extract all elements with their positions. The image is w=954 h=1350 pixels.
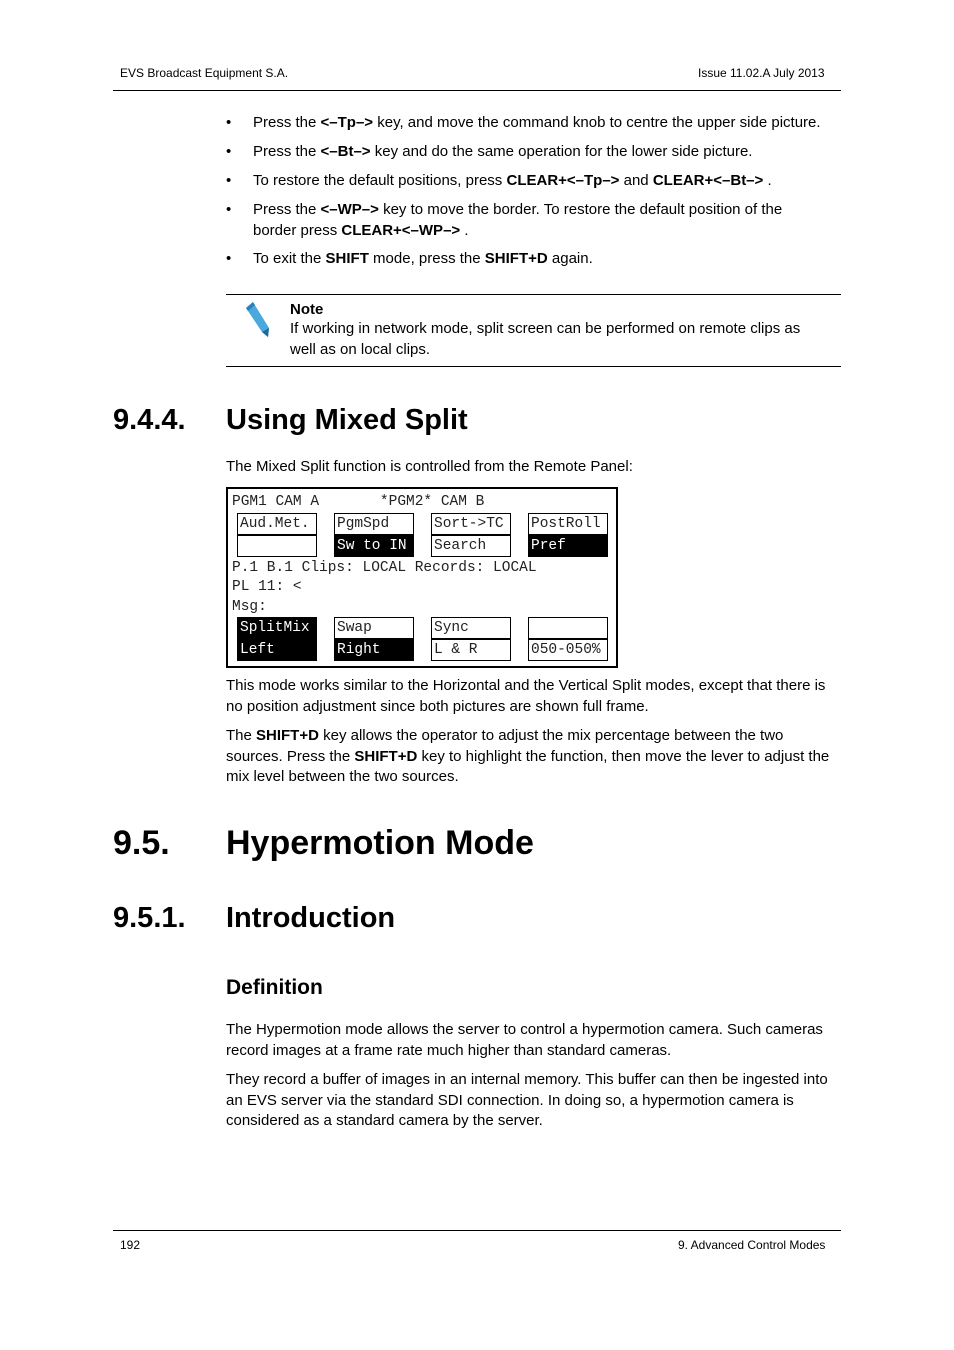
footer-page-number: 192 — [120, 1238, 141, 1252]
panel-key-aud-met: Aud.Met. — [237, 513, 317, 535]
note-bottom-rule — [226, 366, 841, 367]
panel-key-sort-tc: Sort->TC — [431, 513, 511, 535]
bullet-text: To restore the default positions, press CLEAR+<–Tp–> and CLEAR+<–Bt–> . — [253, 172, 772, 189]
section-para: The SHIFT+D key allows the operator to adjust the mix percentage between the two sources. Press the SHIFT+D key to highlight the function, then move the lever to adjust the mix level between the two sources. — [226, 727, 830, 785]
section-title: Introduction — [226, 902, 396, 934]
bullet-text: Press the <–Bt–> key and do the same operation for the lower side picture. — [253, 143, 753, 160]
section-title: Hypermotion Mode — [226, 824, 534, 862]
panel-key-right: Right — [334, 639, 414, 661]
pencil-icon — [244, 300, 274, 340]
header-company: EVS Broadcast Equipment S.A. — [120, 66, 289, 80]
panel-key-l-and-r: L & R — [431, 639, 511, 661]
bullet-text: Press the <–Tp–> key, and move the command knob to centre the upper side picture. — [253, 114, 821, 131]
note-title: Note — [290, 301, 324, 318]
bullet-dot: • — [226, 250, 232, 267]
panel-key-pref: Pref — [528, 535, 608, 557]
panel-line-pgm: PGM1 CAM A *PGM2* CAM B — [232, 494, 485, 510]
panel-key-pgmspd: PgmSpd — [334, 513, 414, 535]
header-issue: Issue 11.02.A July 2013 — [698, 66, 825, 80]
bullet-text: Press the <–WP–> key to move the border. To restore the default position of the border press CLEAR+<–WP–> . — [253, 201, 783, 239]
panel-key-postroll: PostRoll — [528, 513, 608, 535]
subsection-title: Definition — [226, 976, 323, 999]
panel-key-empty — [237, 535, 317, 557]
footer-chapter: 9. Advanced Control Modes — [678, 1238, 826, 1252]
section-title: Using Mixed Split — [226, 404, 468, 436]
section-number: 9.5.1. — [113, 902, 186, 934]
footer-rule — [113, 1230, 841, 1231]
bullet-dot: • — [226, 201, 232, 218]
panel-key-sync: Sync — [431, 617, 511, 639]
panel-key-search: Search — [431, 535, 511, 557]
header-rule — [113, 90, 841, 91]
panel-line-msg: Msg: — [232, 599, 267, 615]
section-para: This mode works similar to the Horizontal and the Vertical Split modes, except that there is no position adjustment since both pictures are shown full frame. — [226, 677, 826, 715]
bullet-dot: • — [226, 143, 232, 160]
panel-line-playlist: PL 11: < — [232, 579, 302, 595]
definition-para: They record a buffer of images in an internal memory. This buffer can then be ingested into an EVS server via the standard SDI connection. In doing so, a hypermotion camera is considered as a standard camera by the server. — [226, 1071, 828, 1129]
section-intro: The Mixed Split function is controlled from the Remote Panel: — [226, 458, 633, 475]
panel-key-empty — [528, 617, 608, 639]
bullet-dot: • — [226, 114, 232, 131]
panel-key-mix-level: 050-050% — [528, 639, 608, 661]
section-number: 9.4.4. — [113, 404, 186, 436]
panel-key-sw-to-in: Sw to IN — [334, 535, 414, 557]
panel-key-swap: Swap — [334, 617, 414, 639]
section-number: 9.5. — [113, 824, 170, 862]
panel-line-clips: P.1 B.1 Clips: LOCAL Records: LOCAL — [232, 560, 537, 576]
panel-key-left: Left — [237, 639, 317, 661]
bullet-dot: • — [226, 172, 232, 189]
bullet-text: To exit the SHIFT mode, press the SHIFT+D again. — [253, 250, 593, 267]
panel-key-splitmix: SplitMix — [237, 617, 317, 639]
note-text: If working in network mode, split screen can be performed on remote clips as well as on local clips. — [290, 320, 801, 358]
note-top-rule — [226, 294, 841, 295]
definition-para: The Hypermotion mode allows the server to control a hypermotion camera. Such cameras record images at a frame rate much higher than standard cameras. — [226, 1021, 823, 1059]
remote-panel-display — [226, 487, 618, 668]
